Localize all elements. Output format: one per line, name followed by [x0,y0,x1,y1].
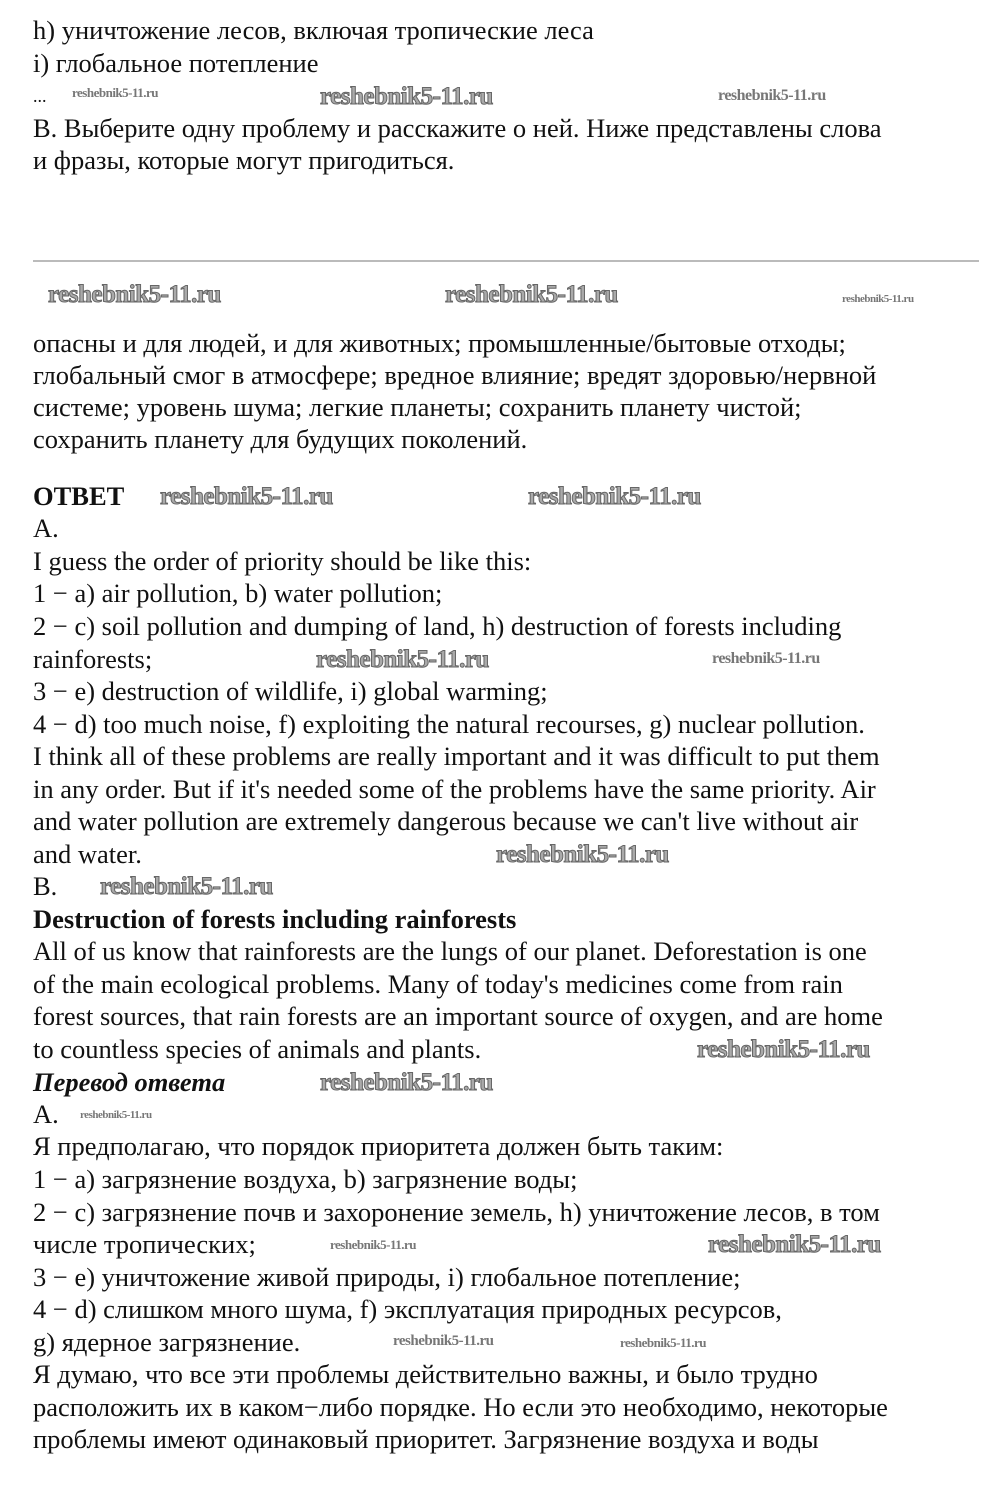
part-label: A. [33,513,59,543]
text-line: 1 − a) air pollution, b) water pollution; [33,578,443,608]
text-line: числе тропических; [33,1229,256,1259]
watermark: reshebnik5-11.ru [72,85,159,100]
text-line: опасны и для людей, и для животных; промышленные/бытовые отходы; [33,328,846,358]
text-line: Я предполагаю, что порядок приоритета должен быть таким: [33,1131,724,1161]
watermark: reshebnik5-11.ru [697,1036,870,1063]
text-line: сохранить планету для будущих поколений. [33,424,528,454]
text-line: Я думаю, что все эти проблемы действительно важны, и было трудно [33,1359,818,1389]
text-line: расположить их в каком−либо порядке. Но если это необходимо, некоторые [33,1392,888,1422]
text-line: 3 − e) уничтожение живой природы, i) глобальное потепление; [33,1262,741,1292]
text-line: forest sources, that rain forests are an important source of oxygen, and are home [33,1001,883,1031]
part-label: B. [33,871,58,901]
text-line: 3 − e) destruction of wildlife, i) global warming; [33,676,548,706]
watermark: reshebnik5-11.ru [496,841,669,868]
watermark: reshebnik5-11.ru [48,281,221,308]
watermark: reshebnik5-11.ru [708,1231,881,1258]
text-line: B. Выберите одну проблему и расскажите о ней. Ниже представлены слова [33,113,882,143]
text-line: 4 − d) too much noise, f) exploiting the natural recourses, g) nuclear pollution. [33,709,865,739]
watermark: reshebnik5-11.ru [445,281,618,308]
text-line: i) глобальное потепление [33,48,319,78]
watermark: reshebnik5-11.ru [80,1109,152,1121]
answer-heading: ОТВЕТ [33,481,125,511]
watermark: reshebnik5-11.ru [316,646,489,673]
watermark: reshebnik5-11.ru [718,87,826,104]
text-line: All of us know that rainforests are the lungs of our planet. Deforestation is one [33,936,867,966]
text-line: in any order. But if it's needed some of the problems have the same priority. Air [33,774,876,804]
page-divider [33,260,979,262]
watermark: reshebnik5-11.ru [528,483,701,510]
text-line: I think all of these problems are really important and it was difficult to put them [33,741,880,771]
part-label: A. [33,1099,59,1129]
text-line: 2 − c) загрязнение почв и захоронение земель, h) уничтожение лесов, в том [33,1197,880,1227]
watermark: reshebnik5-11.ru [712,650,820,667]
watermark: reshebnik5-11.ru [330,1237,417,1252]
text-line: and water pollution are extremely dangerous because we can't live without air [33,806,859,836]
ellipsis: ... [33,86,47,106]
watermark: reshebnik5-11.ru [393,1333,494,1349]
watermark: reshebnik5-11.ru [620,1335,707,1350]
watermark: reshebnik5-11.ru [320,1069,493,1096]
text-line: глобальный смог в атмосфере; вредное влияние; вредят здоровью/нервной [33,360,877,390]
text-line: 1 − a) загрязнение воздуха, b) загрязнение воды; [33,1164,578,1194]
watermark: reshebnik5-11.ru [160,483,333,510]
translation-heading: Перевод ответа [33,1067,226,1097]
text-line: h) уничтожение лесов, включая тропические леса [33,15,594,45]
text-line: of the main ecological problems. Many of today's medicines come from rain [33,969,843,999]
section-title: Destruction of forests including rainforests [33,904,517,934]
text-line: I guess the order of priority should be like this: [33,546,532,576]
watermark: reshebnik5-11.ru [842,293,914,305]
watermark: reshebnik5-11.ru [320,83,493,110]
text-line: and water. [33,839,142,869]
text-line: g) ядерное загрязнение. [33,1327,301,1357]
text-line: проблемы имеют одинаковый приоритет. Загрязнение воздуха и воды [33,1424,819,1454]
watermark: reshebnik5-11.ru [100,873,273,900]
text-line: 2 − c) soil pollution and dumping of land, h) destruction of forests including [33,611,842,641]
text-line: rainforests; [33,644,153,674]
text-line: системе; уровень шума; легкие планеты; сохранить планету чистой; [33,392,802,422]
text-line: и фразы, которые могут пригодиться. [33,145,455,175]
text-line: 4 − d) слишком много шума, f) эксплуатация природных ресурсов, [33,1294,782,1324]
text-line: to countless species of animals and plants. [33,1034,482,1064]
